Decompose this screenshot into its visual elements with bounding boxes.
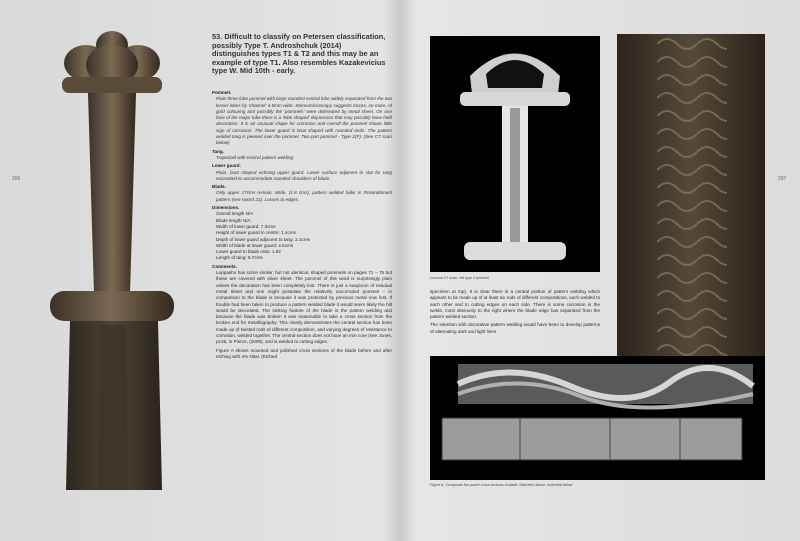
dimension-row: Lower guard to blade ratio: 1.62 <box>216 249 281 255</box>
dimension-row: Width of blade at lower guard: 4.5cms <box>216 242 294 248</box>
dimension-row: Height of lower guard in centre: 1.4cms <box>216 230 296 236</box>
pommel-text: Plain three lobe pommel with large rounded central lobe widely separated from the two lesser lobes by 'channel' 4.5mm wide. Stereomicroscopy suggests traces, no more, of gold colouring and possibly the 'pommels' were delineated by metal sheet. On one face of the major lobe there is a 'lobe shaped' depression that may possibly have held decoration. It is an unusual shape for corrosion and overall the pommel shows little sign of corrosion. The lower guard is boat shaped with rounded ends. The pattern welded tang is peened over the pommel. Two part pommel - Type 2(F). (See CT scan below) <box>216 96 392 146</box>
text-column-left <box>212 88 392 360</box>
ct-caption: Coronal CT scan. Hilt type 2 pommel <box>430 276 489 280</box>
lower-guard-heading: Lower guard. <box>212 163 241 169</box>
dimension-row: Depth of lower guard adjacent to tang: 2.1cms <box>216 236 310 242</box>
blade-heading: Blade. <box>212 184 226 190</box>
sword-photo <box>40 25 180 490</box>
dimension-row: Width of lower guard: 7.3cms <box>216 223 276 229</box>
comments-heading: Comments. <box>212 263 238 269</box>
comments-paragraph-2: Figure A shows mounted and polished cross sections of the blade before and after etching with 4% Nital. (Etched <box>216 347 392 359</box>
tang-text: Trapezoid with central pattern welding <box>216 154 294 160</box>
text-column-right <box>430 289 600 335</box>
pommel-heading: Pommel. <box>212 90 232 95</box>
cross-sections-image <box>430 356 765 480</box>
dimensions-heading: Dimensions. <box>212 205 240 211</box>
dimension-row: Blade length N/A <box>216 217 251 223</box>
lower-guard-text: Plain, boat shaped echoing upper guard. Lower surface adjacent to slot for tang excavated to accommodate rounded shoulders of blade. <box>216 169 392 181</box>
comments-paragraph-1: Leppasho has some similar, but not identical, shaped pommels on pages 71 – 75 but these are covered with silver sheet. The pommel of this word is surprisingly plain unless the decoration has been completely lost. There is just a suspicion of residual metal sheet and one might postulate the relatively uncorroded pommel – in comparison to the blade is because it was protected by precious metal now lost. If trouble had been taken to produce a pattern welded blade it would seem likely the hilt would be decorated. The striking feature of the blade is the pattern welding and because the blade was broken it was reasonable to take a cross section from the broken end for metallography. This clearly demonstrates the central section has been made up of twisted rods of different composition, and varying degrees of resistance to corrosion, welded together. The central section does not have an iron core (see Jones, p146, in Pierce, (2009), and is welded to cutting edges. <box>216 270 392 345</box>
blade-text: Only upper 17cms remain. Wide, (1.8 cms), pattern welded fuller in Rosendomast pattern (see sword 21). Losses to edges. <box>216 190 392 202</box>
tang-heading: Tang. <box>212 148 224 154</box>
dimension-row: Length of tang: 9.7cms <box>216 255 263 261</box>
dimension-row: Overall length N/A <box>216 211 254 217</box>
section-title: 53. Difficult to classify on Petersen classification, possibly Type T. Androshchuk (2014) distinguishes types T1 & T2 and this may be an example of type T1. Also resembles Kazakevicius type W. Mid 10th - early. <box>212 32 386 76</box>
right-paragraph-2: The intention with decorative pattern welding would have been to develop patterns of alternating dark and light lines <box>430 322 600 334</box>
page-number-left: 206 <box>12 176 21 182</box>
ct-scan-image <box>430 36 600 272</box>
sections-caption: Figure A. Composite low power cross sections of blade. Nital etch above, unetched below <box>430 483 573 487</box>
right-paragraph-1: specimen at top). It is clear there is a central portion of pattern welding which appears to be made up of at least six rods of different compositions, each welded to each other and to cutting edges on each side. There is some corrosion in the welds, most obviously to the right where the blade edge has separated from the pattern welded section. <box>430 289 600 320</box>
page-number-right: 207 <box>778 176 787 182</box>
